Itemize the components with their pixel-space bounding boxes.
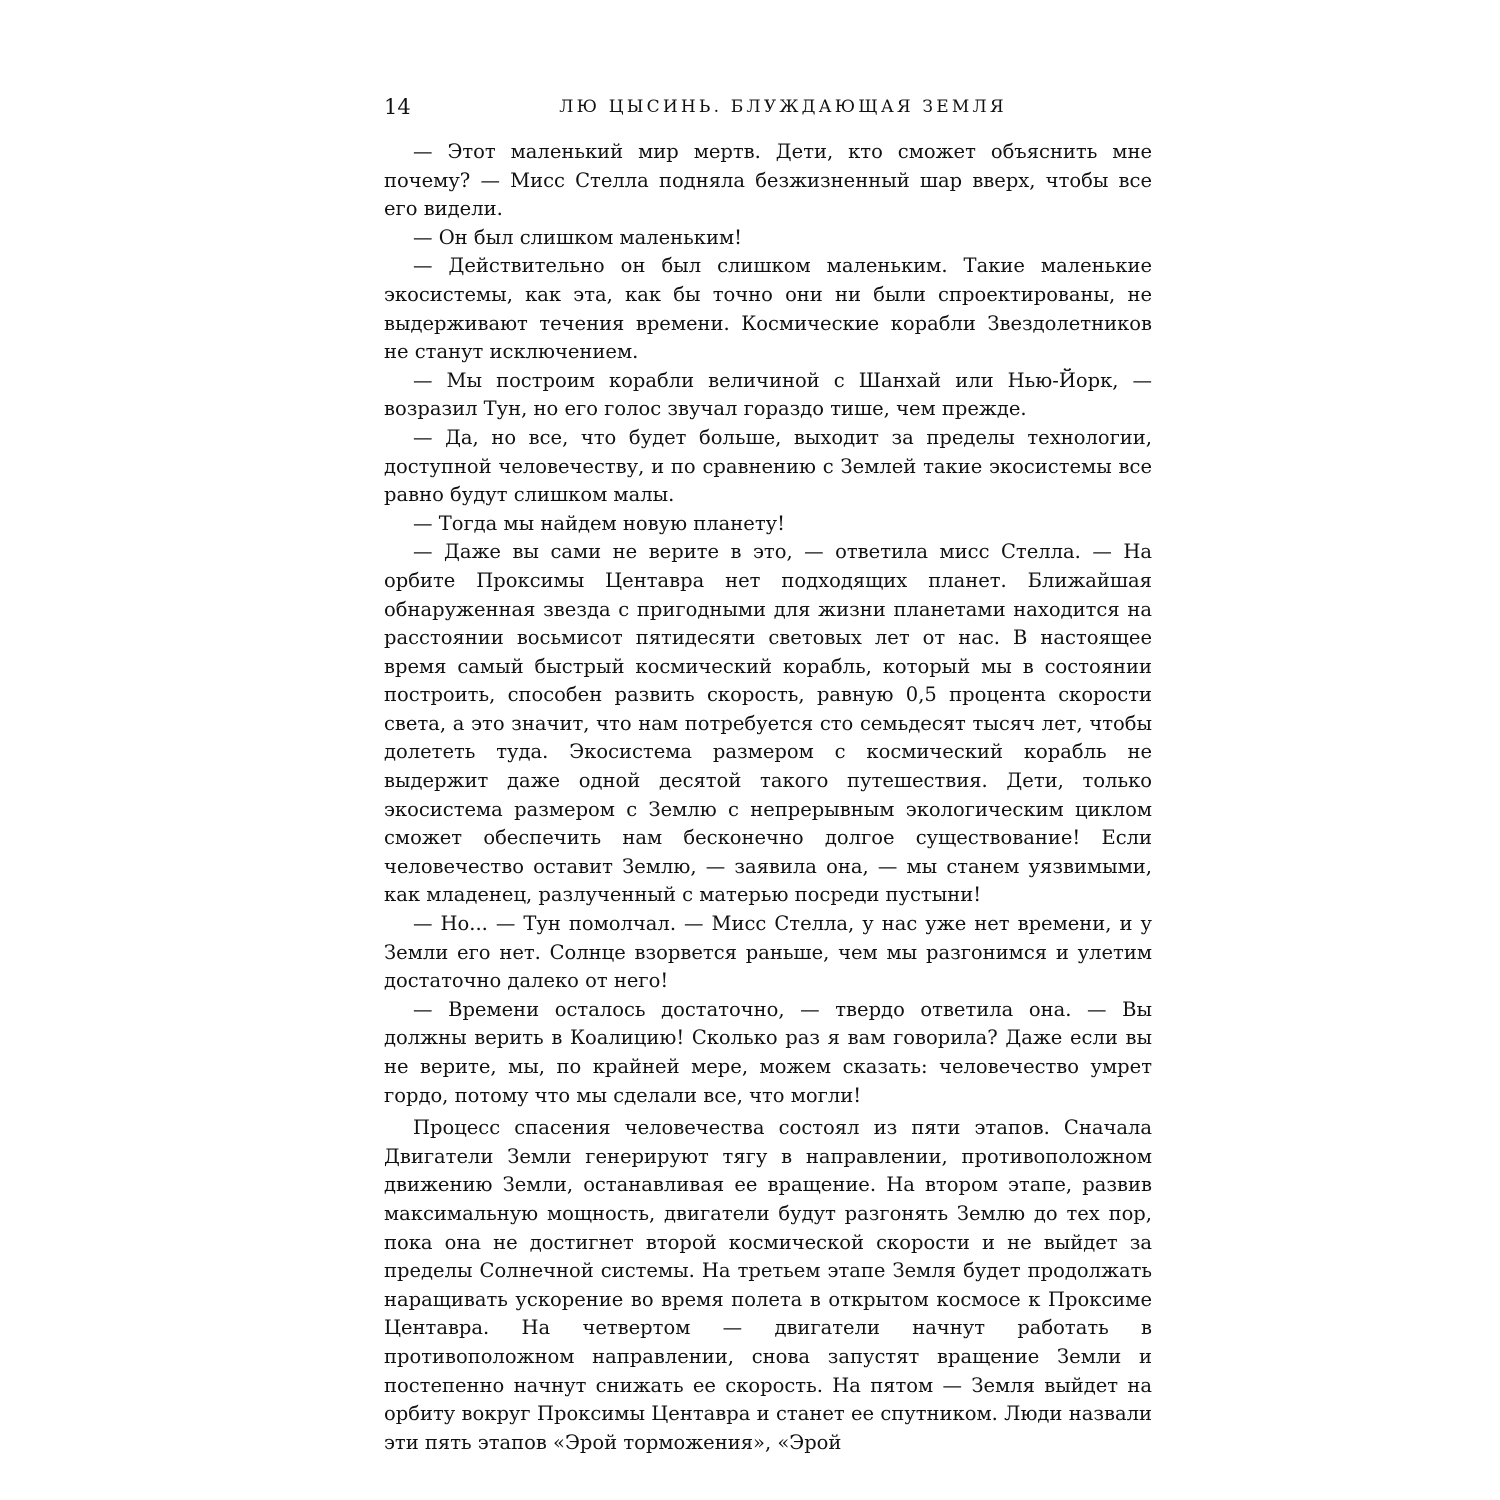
dialogue-paragraph: — Он был слишком маленьким! (413, 225, 742, 249)
narrative-paragraph: Процесс спасения человечества состоял из пяти этапов. Сначала Двигатели Земли генерируют тягу в направлении, противоположном движению Земли, останавливая ее вращение. На втором этапе, развив максимальную мощность, двигатели будут разгонять Землю до тех пор, пока она не достигнет второй космической скорости и не выйдет за пределы Солнечной системы. На третьем этапе Земля будет продолжать наращивать ускорение во время полета в открытом космосе к Проксиме Центавра. На четвертом — двигатели начнут работать в противоположном направлении, снова запустят вращение Земли и постепенно начнут снижать ее скорость. На пятом — Земля выйдет на орбиту вокруг Проксимы Центавра и станет ее спутником. Люди назвали эти пять этапов «Эрой торможения», «Эрой (384, 1116, 1152, 1454)
dialogue-paragraph: — Но... — Тун помолчал. — Мисс Стелла, у нас уже нет времени, и у Земли его нет. Солнце взорвется раньше, чем мы разгонимся и улетим достаточно далеко от него! (384, 912, 1152, 993)
page-number: 14 (384, 95, 411, 119)
running-head (384, 92, 1152, 128)
dialogue-paragraph: — Мы построим корабли величиной с Шанхай или Нью-Йорк, — возразил Тун, но его голос звучал гораздо тише, чем прежде. (384, 368, 1152, 421)
dialogue-paragraph: — Тогда мы найдем новую планету! (413, 511, 785, 535)
dialogue-paragraph: — Времени осталось достаточно, — твердо ответила она. — Вы должны верить в Коалицию! Сколько раз я вам говорила? Даже если вы не верите, мы, по крайней мере, можем сказать: человечество умрет гордо, потому что мы сделали все, что могли! (384, 997, 1152, 1107)
running-title: ЛЮ ЦЫСИНЬ. БЛУЖДАЮЩАЯ ЗЕМЛЯ (559, 97, 1007, 117)
dialogue-paragraph: — Этот маленький мир мертв. Дети, кто сможет объяснить мне почему? — Мисс Стелла подняла безжизненный шар вверх, чтобы все его видели. (384, 140, 1152, 221)
dialogue-paragraph: — Да, но все, что будет больше, выходит за пределы технологии, доступной человечеству, и по сравнению с Землей такие экосистемы все равно будут слишком малы. (384, 425, 1152, 507)
dialogue-paragraph: — Даже вы сами не верите в это, — ответила мисс Стелла. — На орбите Проксимы Центавра нет подходящих планет. Ближайшая обнаруженная звезда с пригодными для жизни планетами находится на расстоянии восьмисот пятидесяти световых лет от нас. В настоящее время самый быстрый космический корабль, который мы в состоянии построить, способен развить скорость, равную 0,5 процента скорости света, а это значит, что нам потребуется сто семьдесят тысяч лет, чтобы долететь туда. Экосистема размером с космический корабль не выдержит даже одной десятой такого путешествия. Дети, только экосистема размером с Землю с непрерывным экологическим циклом сможет обеспечить нам бесконечно долгое существование! Если человечество оставит Землю, — заявила она, — мы станем уязвимыми, как младенец, разлученный с матерью посреди пустыни! (384, 540, 1152, 907)
book-page (384, 92, 1152, 1454)
body-text (384, 138, 1152, 1457)
dialogue-paragraph: — Действительно он был слишком маленьким. Такие маленькие экосистемы, как эта, как бы точно они ни были спроектированы, не выдерживают течения времени. Космические корабли Звездолетников не станут исключением. (384, 254, 1152, 364)
